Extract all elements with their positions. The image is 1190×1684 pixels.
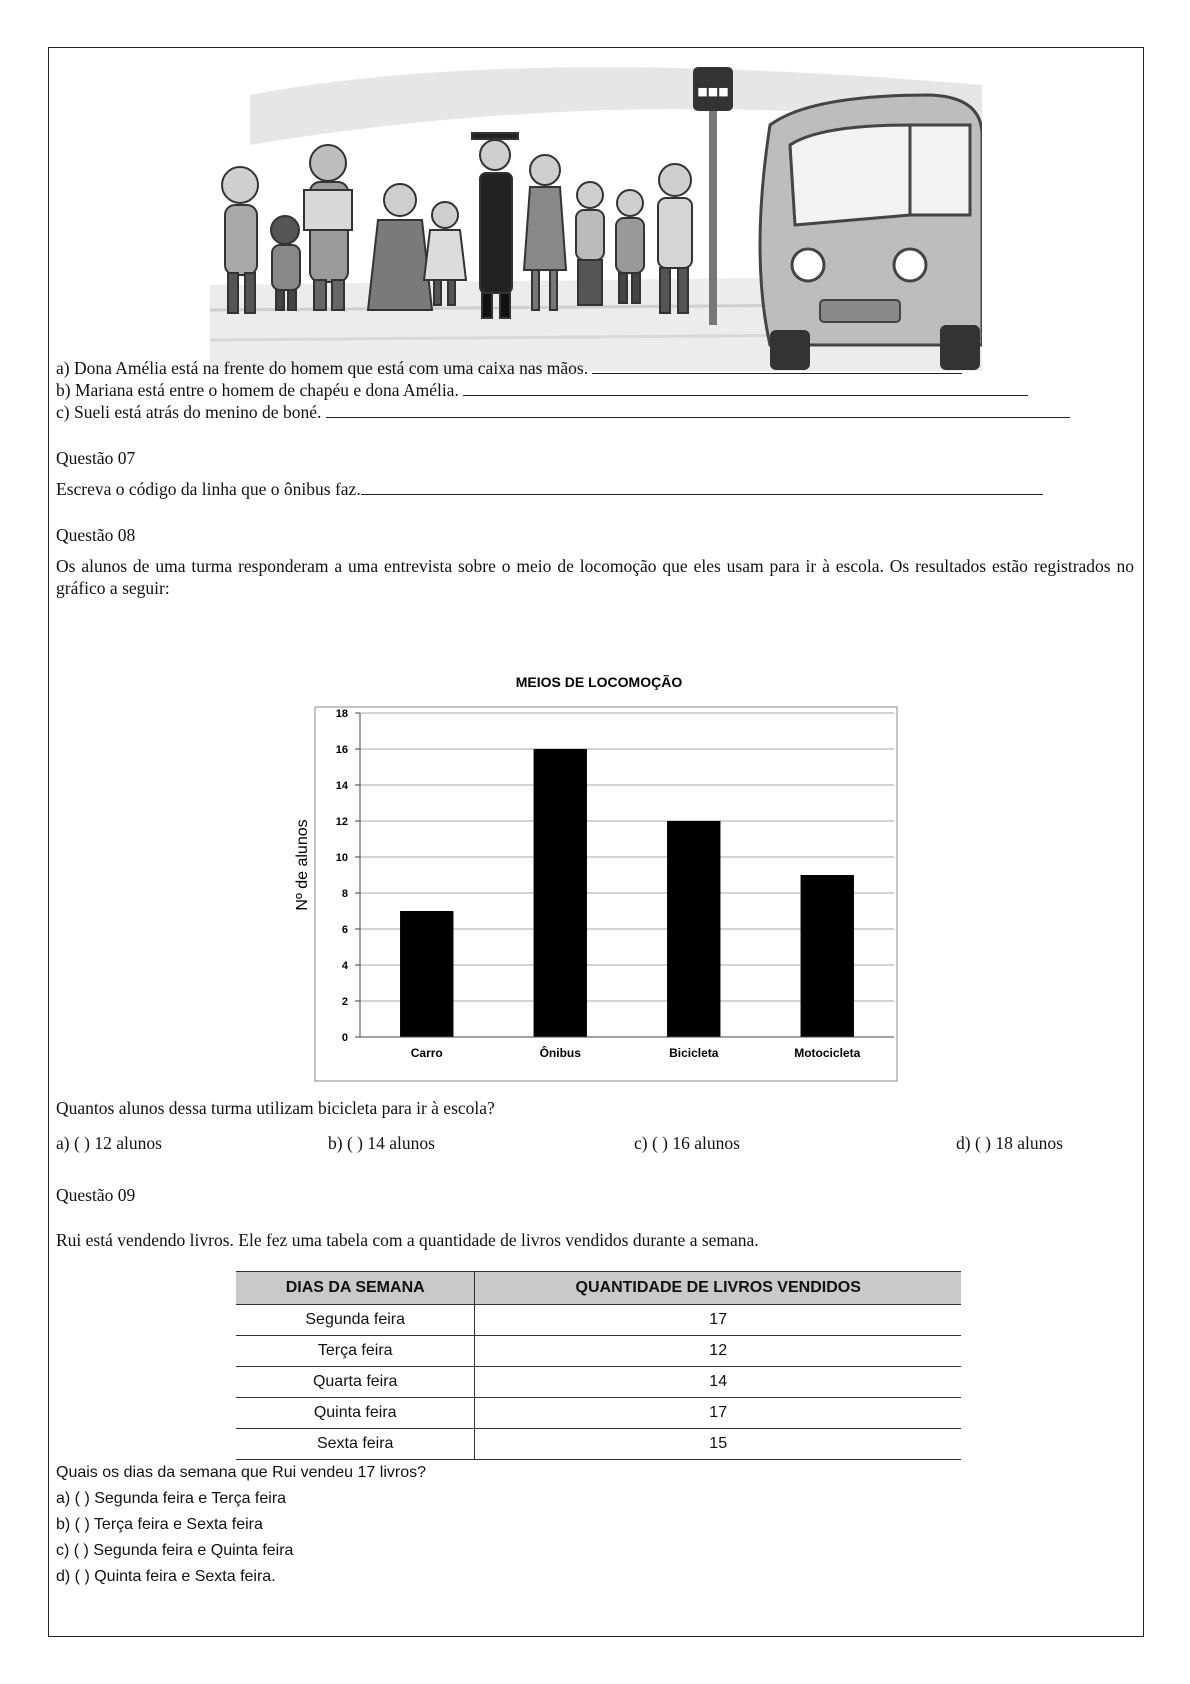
chart-y-tick-label: 6 bbox=[341, 924, 348, 936]
chart-bar-motocicleta bbox=[801, 875, 854, 1037]
table-cell-day: Sexta feira bbox=[236, 1429, 475, 1460]
chart-x-tick-label: Carro bbox=[410, 1046, 443, 1060]
q08-intro: Os alunos de uma turma responderam a uma entrevista sobre o meio de locomoção que eles usam para ir à escola. Os resultados estão registrados no gráfico a seguir: bbox=[56, 556, 1134, 598]
q09-question: Quais os dias da semana que Rui vendeu 17 livros? bbox=[56, 1464, 426, 1481]
q08-option-a[interactable]: a) ( ) 12 alunos bbox=[56, 1133, 162, 1153]
chart-bar-bicicleta bbox=[667, 821, 720, 1037]
chart-y-tick-label: 18 bbox=[335, 708, 348, 720]
table-header-quantity: QUANTIDADE DE LIVROS VENDIDOS bbox=[475, 1272, 961, 1305]
q09-title: Questão 09 bbox=[56, 1185, 136, 1205]
chart-x-tick-label: Ônibus bbox=[539, 1046, 581, 1060]
table-row bbox=[236, 1336, 961, 1367]
books-table bbox=[236, 1271, 961, 1460]
q07-title: Questão 07 bbox=[56, 448, 136, 468]
q09-option-b[interactable]: b) ( ) Terça feira e Sexta feira bbox=[56, 1516, 263, 1533]
answer-blank[interactable] bbox=[361, 479, 1043, 495]
table-cell-day: Terça feira bbox=[236, 1336, 475, 1367]
bus-stop-illustration bbox=[210, 55, 982, 371]
q08-option-c[interactable]: c) ( ) 16 alunos bbox=[634, 1133, 740, 1153]
table-row bbox=[236, 1367, 961, 1398]
chart-x-tick-label: Bicicleta bbox=[669, 1046, 719, 1060]
q08-option-b[interactable]: b) ( ) 14 alunos bbox=[328, 1133, 435, 1153]
table-cell-quantity: 14 bbox=[475, 1367, 961, 1398]
q06-item-c: c) Sueli está atrás do menino de boné. bbox=[56, 401, 1070, 423]
chart-bar-carro bbox=[400, 911, 453, 1037]
q08-title: Questão 08 bbox=[56, 525, 136, 545]
answer-blank[interactable] bbox=[326, 402, 1070, 418]
bus-stop-sign-icon: ■■■ bbox=[697, 85, 729, 98]
table-header-row bbox=[236, 1272, 961, 1305]
chart-y-tick-label: 16 bbox=[335, 744, 348, 756]
chart-y-tick-label: 4 bbox=[341, 960, 348, 972]
q07-text: Escreva o código da linha que o ônibus faz. bbox=[56, 478, 1043, 500]
table-header-day: DIAS DA SEMANA bbox=[236, 1272, 475, 1305]
q09-intro: Rui está vendendo livros. Ele fez uma tabela com a quantidade de livros vendidos durante a semana. bbox=[56, 1230, 759, 1250]
chart-y-tick-label: 12 bbox=[335, 816, 348, 828]
q09-option-a[interactable]: a) ( ) Segunda feira e Terça feira bbox=[56, 1490, 287, 1507]
answer-blank[interactable] bbox=[592, 358, 962, 374]
q06-item-a: a) Dona Amélia está na frente do homem que está com uma caixa nas mãos. bbox=[56, 357, 962, 379]
chart-y-tick-label: 14 bbox=[335, 780, 348, 792]
chart-title: MEIOS DE LOCOMOÇÃO bbox=[515, 675, 683, 690]
table-cell-day: Segunda feira bbox=[236, 1305, 475, 1336]
q08-question: Quantos alunos dessa turma utilizam bicicleta para ir à escola? bbox=[56, 1098, 495, 1118]
chart-x-tick-label: Motocicleta bbox=[794, 1046, 861, 1060]
answer-blank[interactable] bbox=[463, 380, 1028, 396]
table-row bbox=[236, 1305, 961, 1336]
table-cell-quantity: 12 bbox=[475, 1336, 961, 1367]
table-cell-day: Quinta feira bbox=[236, 1398, 475, 1429]
locomotion-bar-chart bbox=[270, 675, 910, 1085]
chart-y-tick-label: 0 bbox=[341, 1032, 348, 1044]
table-row bbox=[236, 1398, 961, 1429]
chart-y-tick-label: 2 bbox=[341, 996, 348, 1008]
chart-y-tick-label: 8 bbox=[341, 888, 348, 900]
table-cell-day: Quarta feira bbox=[236, 1367, 475, 1398]
q06-item-b: b) Mariana está entre o homem de chapéu e dona Amélia. bbox=[56, 379, 1028, 401]
table-cell-quantity: 15 bbox=[475, 1429, 961, 1460]
q09-option-c[interactable]: c) ( ) Segunda feira e Quinta feira bbox=[56, 1542, 294, 1559]
q08-option-d[interactable]: d) ( ) 18 alunos bbox=[956, 1133, 1063, 1153]
table-cell-quantity: 17 bbox=[475, 1305, 961, 1336]
chart-y-tick-label: 10 bbox=[335, 852, 348, 864]
chart-bar-ônibus bbox=[534, 749, 587, 1037]
q09-option-d[interactable]: d) ( ) Quinta feira e Sexta feira. bbox=[56, 1568, 276, 1585]
chart-y-axis-label: Nº de alunos bbox=[294, 819, 311, 911]
table-cell-quantity: 17 bbox=[475, 1398, 961, 1429]
table-row bbox=[236, 1429, 961, 1460]
